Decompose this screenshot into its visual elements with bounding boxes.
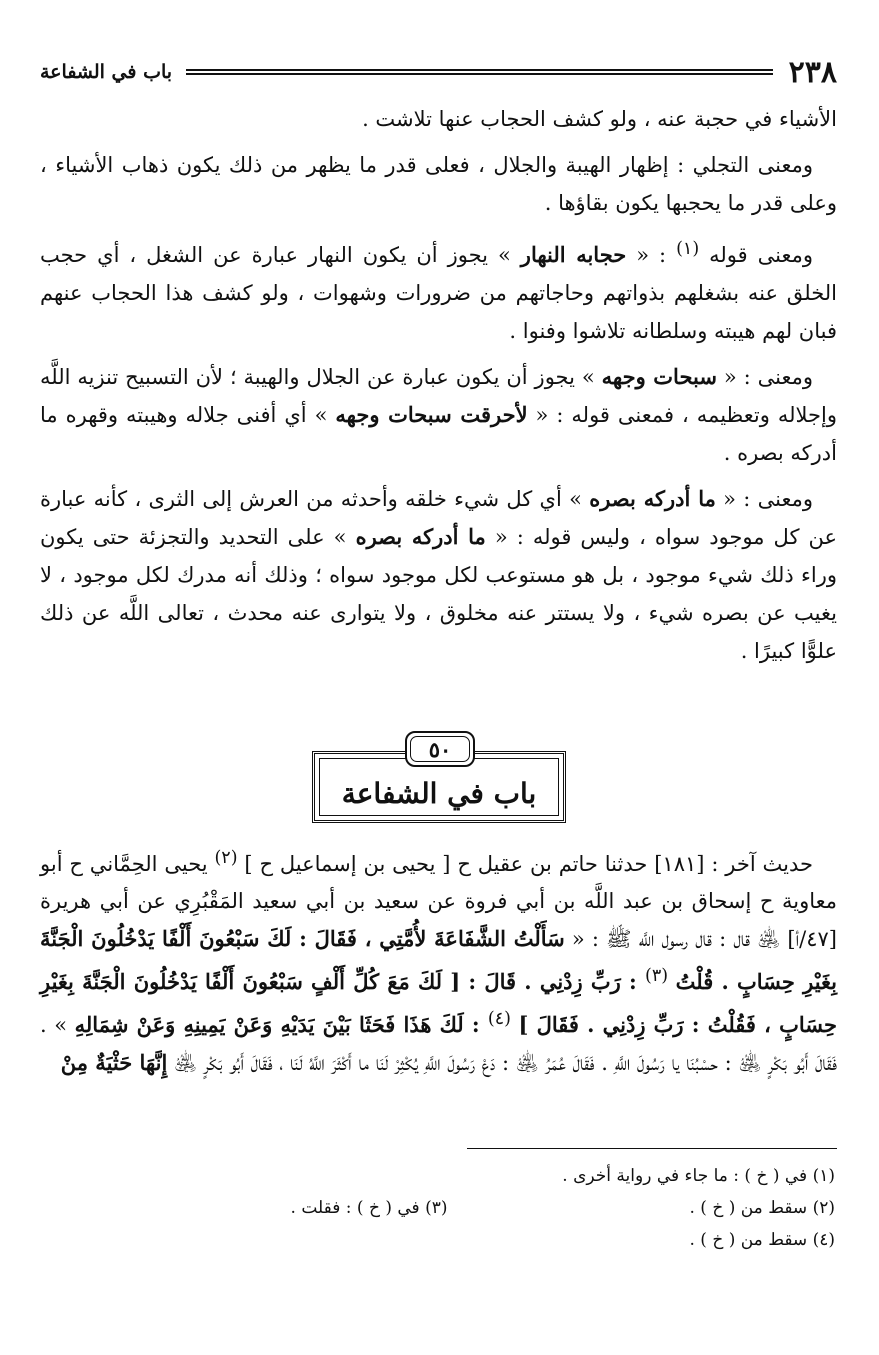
footnote-row-3 — [60, 1224, 835, 1256]
hadith-tail: » . فَقَالَ أَبُو بَكْرٍ ﵁ : حسْبُنَا يا رَسُولَ اللَّهِ . فَقَالَ عُمَرُ ﵁ : دَعْ رَسُولَ اللَّهِ يُكْثِرْ لَنَا ما أَكْثَرَ اللَّهُ لَنَا ، فَقَالَ أَبُو بَكْرٍ ﵁ — [40, 1013, 837, 1075]
paragraph-3-rest: » يجوز أن يكون النهار عبارة عن الشغل ، أي حجب الخلق عنه بشغلهم بذواتهم وحاجاتهم من ضرورات وشهوات ، ولو كشف هذا الحجاب عنهم فبان لهم هيبته وسلطانه تلاشوا وفنوا . — [40, 243, 837, 343]
paragraph-5-mid: » أي كل شيء خلقه وأحدثه من العرش إلى الثرى ، كأنه عبارة عن كل موجود سواه ، وليس قوله : « — [40, 487, 837, 549]
footnote-3: (٣) في ( خ ) : فقلت . — [290, 1198, 448, 1218]
paragraph-5 — [40, 480, 837, 670]
footnote-ref-4: (٤) — [487, 1009, 511, 1029]
running-title: باب في الشفاعة — [40, 61, 173, 83]
paragraph-1-text: الأشياء في حجبة عنه ، ولو كشف الحجاب عنها تلاشت . — [362, 107, 837, 131]
footnote-row-2 — [60, 1192, 835, 1224]
footnote-2: (٢) سقط من ( خ ) . — [689, 1198, 835, 1218]
hadith-quote-2: : رَبِّ زِدْنِي . قَالَ : [ لَكَ مَعَ كُلِّ أَلْفٍ سَبْعُونَ أَلْفًا يَدْخُلُونَ الْجَنَّةَ بِغَيْرِ حِسَابٍ ، فَقُلْتُ : رَبِّ زِدْنِي . فَقَالَ ] — [40, 969, 837, 1037]
paragraph-3-pre: : « — [626, 243, 677, 267]
paragraph-3 — [40, 230, 837, 350]
hadith-tail-quote: إِنَّهَا حَثْيَةٌ مِنْ — [60, 1050, 168, 1075]
paragraph-2-text: ومعنى التجلي : إظهار الهيبة والجلال ، فعلى قدر ما يظهر من ذلك يكون ذهاب الأشياء ، وعلى قدر ما يحجبها يكون بقاؤها . — [40, 153, 837, 215]
paragraph-5-rest: » على التحديد والتجزئة حتى يكون وراء ذلك شيء موجود ، بل هو مستوعب لكل موجود سواه ؛ وذلك أنه مدرك لكل موجود ، لا يغيب عن بصره شيء ، ولا يستتر عنه مخلوق ، ولا يتوارى عنه محدث ، تعالى اللَّه عن ذلك علوًّا كبيرًا . — [40, 525, 837, 663]
chapter-number-frame — [405, 731, 475, 767]
paragraph-1 — [40, 100, 837, 138]
footnote-1: (١) في ( خ ) : ما جاء في رواية أخرى . — [562, 1166, 835, 1186]
paragraph-2 — [40, 146, 837, 222]
paragraph-4-mid: » يجوز أن يكون عبارة عن الجلال والهيبة ؛ لأن التسبيح تنزيه اللَّه وإجلاله وتعظيمه ، فمعنى قوله : « — [40, 365, 838, 427]
paragraph-5-quote-2: ما أدركه بصره — [355, 524, 486, 549]
chapter-heading — [312, 731, 566, 823]
paragraph-4-quote-1: سبحات وجهه — [601, 364, 717, 389]
hadith-quote-1: سَأَلْتُ الشَّفَاعَةَ لأُمَّتِي ، فَقَالَ : لَكَ سَبْعُونَ أَلْفًا يَدْخُلُونَ الْجَنَّةَ بِغَيْرِ حِسَابٍ . قُلْتُ — [40, 926, 838, 994]
footnotes — [60, 1160, 835, 1256]
paragraph-5-quote-1: ما أدركه بصره — [589, 486, 716, 511]
header-rule — [186, 69, 773, 75]
hadith-paragraph — [40, 840, 837, 1082]
footnote-separator — [467, 1148, 837, 1149]
paragraph-4-rest: » أي أفنى جلاله وهيبته وقهره ما أدركه بصره . — [40, 403, 837, 465]
paragraph-4 — [40, 358, 837, 472]
hadith-text — [40, 840, 837, 1082]
page-number: ٢٣٨ — [788, 54, 837, 90]
chapter-title: باب في الشفاعة — [341, 776, 537, 810]
footnote-4: (٤) سقط من ( خ ) . — [689, 1230, 835, 1250]
chapter-number: ٥٠ — [428, 736, 452, 762]
footnote-ref-2: (٢) — [214, 848, 238, 868]
hadith-isnad-a: حديث آخر : [١٨١] حدثنا حاتم بن عقيل ح [ يحيى بن إسماعيل ح ] — [237, 852, 813, 876]
footnote-row-1 — [60, 1160, 835, 1192]
paragraph-4-quote-2: لأحرقت سبحات وجهه — [335, 402, 528, 427]
paragraph-4-lead: ومعنى : « — [716, 365, 813, 389]
hadith-isnad-b: يحيى الحِمَّاني ح أبو معاوية ح إسحاق بن عبد اللَّه بن أبي فروة عن سعيد بن أبي سعيد المَقْبُرِي عن أبي هريرة [٤٧/أ] ﵁ قال : قال رسول اللَّه ﷺ : « — [40, 852, 837, 951]
page-header — [40, 52, 837, 92]
footnote-ref-3: (٣) — [645, 966, 669, 986]
paragraph-3-lead: ومعنى قوله — [709, 243, 813, 267]
paragraph-3-quote: حجابه النهار — [520, 242, 627, 267]
hadith-quote-3: : لَكَ هَذَا فَحَثَا بَيْنَ يَدَيْهِ وَعَنْ يَمِينِهِ وَعَنْ شِمَالِهِ — [74, 1012, 488, 1037]
footnote-ref-1: (١) — [676, 239, 700, 259]
paragraph-5-lead: ومعنى : « — [715, 487, 813, 511]
body-text — [40, 100, 837, 678]
